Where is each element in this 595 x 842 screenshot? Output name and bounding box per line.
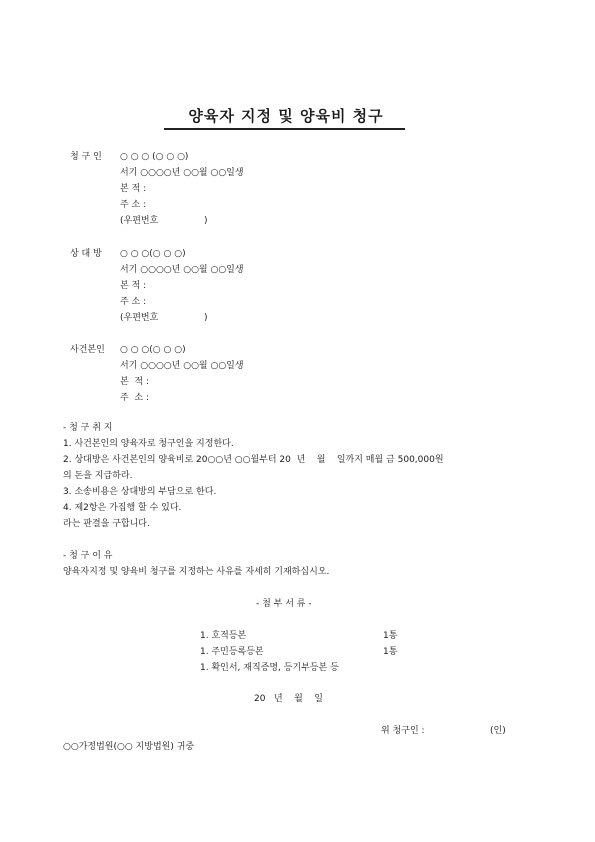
attachment-count: 1통 (383, 647, 398, 657)
purpose-heading: - 청 구 취 지 (63, 423, 113, 433)
date-line: 20 년 월 일 (254, 694, 324, 704)
claimant-postal: (우편번호 ) (120, 216, 208, 226)
title-underline (164, 128, 405, 130)
subject-address: 주 소 : (120, 393, 150, 403)
claimant-domicile: 본 적 : (120, 184, 147, 194)
attachment-item: 1. 주민등록등본 (200, 647, 264, 657)
respondent-label: 상 대 방 (70, 249, 102, 259)
respondent-name: ○ ○ ○(○ ○ ○) (120, 249, 186, 259)
purpose-item: 3. 소송비용은 상대방의 부담으로 한다. (63, 487, 217, 497)
court-addressee: ○○가정법원(○○ 지방법원) 귀중 (63, 742, 195, 752)
subject-birth: 서기 ○○○○년 ○○월 ○○일생 (120, 361, 244, 371)
attachment-item: 1. 확인서, 재직증명, 등기부등본 등 (200, 663, 339, 673)
purpose-item: 의 돈을 지급하라. (63, 471, 133, 481)
attachment-count: 1통 (383, 631, 398, 641)
purpose-item: 4. 제2항은 가집행 할 수 있다. (63, 503, 182, 513)
subject-name: ○ ○ ○(○ ○ ○) (120, 345, 186, 355)
respondent-postal: (우편번호 ) (120, 313, 208, 323)
claimant-label: 청 구 인 (70, 152, 102, 162)
attachment-item: 1. 호적등본 (200, 631, 247, 641)
respondent-birth: 서기 ○○○○년 ○○월 ○○일생 (120, 265, 244, 275)
signature-label: 위 청구인 : (381, 726, 425, 736)
reason-heading: - 청 구 이 유 (63, 551, 113, 561)
purpose-item: 라는 판결을 구합니다. (63, 519, 150, 529)
signature-seal: (인) (490, 726, 506, 736)
subject-domicile: 본 적 : (120, 377, 150, 387)
subject-label: 사건본인 (70, 345, 105, 355)
purpose-item: 1. 사건본인의 양육자로 청구인을 지정한다. (63, 439, 234, 449)
claimant-birth: 서기 ○○○○년 ○○월 ○○일생 (120, 168, 244, 178)
reason-text: 양육자지정 및 양육비 청구를 지정하는 사유를 자세히 기재하십시오. (63, 567, 330, 577)
purpose-item: 2. 상대방은 사건본인의 양육비로 20○○년 ○○월부터 20 년 월 일까지 매월 금 500,000원 (63, 455, 444, 465)
document-title: 양육자 지정 및 양육비 청구 (188, 107, 384, 125)
claimant-address: 주 소 : (120, 200, 147, 210)
claimant-name: ○ ○ ○ (○ ○ ○) (120, 152, 189, 162)
respondent-domicile: 본 적 : (120, 281, 147, 291)
attachments-heading: - 첨 부 서 류 - (256, 599, 312, 609)
respondent-address: 주 소 : (120, 297, 147, 307)
